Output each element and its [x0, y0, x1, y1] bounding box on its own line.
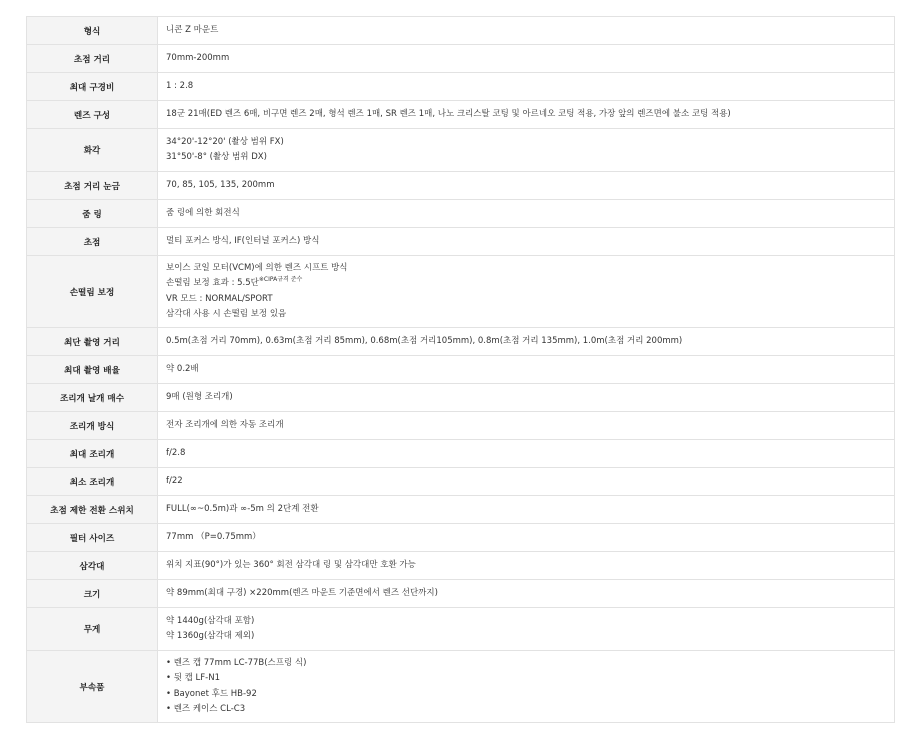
spec-label: 최단 촬영 거리: [27, 328, 158, 356]
spec-row: [27, 412, 895, 440]
spec-label: 삼각대: [27, 552, 158, 580]
spec-row: [27, 45, 895, 73]
spec-row: [27, 101, 895, 129]
spec-value-line: [166, 150, 894, 166]
spec-value-text: 70mm-200mm: [166, 52, 230, 63]
spec-value: [158, 608, 895, 651]
spec-value: [158, 412, 895, 440]
spec-row: [27, 384, 895, 412]
spec-label: 부속품: [27, 651, 158, 723]
spec-label: 초점: [27, 228, 158, 256]
spec-value: [158, 356, 895, 384]
spec-value-text: 줌 링에 의한 회전식: [166, 207, 240, 218]
spec-value-text: VR 모드 : NORMAL/SPORT: [166, 293, 273, 304]
spec-value-line: [166, 107, 894, 123]
spec-value-text: 약 1440g(삼각대 포함): [166, 615, 255, 626]
spec-value-line: [166, 656, 894, 672]
spec-value-text: 위치 지표(90°)가 있는 360° 회전 삼각대 링 및 삼각대만 호환 가능: [166, 559, 416, 570]
spec-label: 초점 거리 눈금: [27, 172, 158, 200]
spec-value-text: 34°20'-12°20' (촬상 범위 FX): [166, 136, 284, 147]
spec-value-text: 1 : 2.8: [166, 80, 194, 91]
spec-value-text: 삼각대 사용 시 손떨림 보정 있음: [166, 309, 287, 319]
spec-value: [158, 200, 895, 228]
spec-value-line: [166, 135, 894, 151]
spec-row: [27, 17, 895, 45]
spec-row: [27, 256, 895, 328]
spec-value-text: 전자 조리개에 의한 자동 조리개: [166, 419, 284, 430]
spec-value-line: [166, 79, 894, 95]
spec-value-line: [166, 292, 894, 308]
spec-value-text: 77mm （P=0.75mm）: [166, 531, 261, 542]
spec-value-text: 약 1360g(삼각대 제외): [166, 631, 255, 641]
spec-label: 초점 제한 전환 스위치: [27, 496, 158, 524]
spec-value-line: [166, 234, 894, 250]
spec-value-line: [166, 530, 894, 546]
spec-row: [27, 608, 895, 651]
spec-value-line: [166, 502, 894, 518]
spec-row: [27, 580, 895, 608]
spec-value-line: [166, 261, 894, 277]
spec-value-text: f/22: [166, 475, 183, 486]
spec-value: [158, 524, 895, 552]
spec-value-line: [166, 334, 894, 350]
spec-value: [158, 328, 895, 356]
spec-value: [158, 17, 895, 45]
lens-spec-table: [26, 16, 895, 723]
spec-value-text: 31°50'-8° (촬상 범위 DX): [166, 152, 267, 162]
spec-value: [158, 468, 895, 496]
spec-value: [158, 228, 895, 256]
spec-value-line: [166, 671, 894, 687]
spec-row: [27, 651, 895, 723]
spec-label: 조리개 날개 매수: [27, 384, 158, 412]
spec-row: [27, 228, 895, 256]
spec-row: [27, 496, 895, 524]
spec-value-text: 약 0.2배: [166, 363, 199, 374]
spec-value: [158, 45, 895, 73]
spec-value-line: [166, 418, 894, 434]
spec-value: [158, 651, 895, 723]
spec-value-line: [166, 614, 894, 630]
spec-label: 최대 조리개: [27, 440, 158, 468]
spec-value-text: 손떨림 보정 효과 : 5.5단: [166, 278, 259, 288]
spec-value-text: • Bayonet 후드 HB-92: [166, 688, 257, 699]
spec-label: 최대 촬영 배율: [27, 356, 158, 384]
spec-row: [27, 524, 895, 552]
spec-value: [158, 580, 895, 608]
spec-value-line: [166, 178, 894, 194]
spec-row: [27, 356, 895, 384]
spec-value-line: [166, 307, 894, 323]
spec-label: 줌 링: [27, 200, 158, 228]
spec-value-line: [166, 276, 894, 292]
spec-value-line: [166, 586, 894, 602]
spec-value: [158, 73, 895, 101]
spec-row: [27, 468, 895, 496]
spec-value: [158, 101, 895, 129]
spec-row: [27, 440, 895, 468]
spec-value-text: FULL(∞~0.5m)과 ∞-5m 의 2단계 전환: [166, 503, 319, 514]
spec-label: 크기: [27, 580, 158, 608]
spec-table-body: [27, 17, 895, 723]
spec-value-line: [166, 558, 894, 574]
spec-label: 화각: [27, 129, 158, 172]
spec-label: 형식: [27, 17, 158, 45]
spec-row: [27, 552, 895, 580]
spec-row: [27, 129, 895, 172]
spec-value-text: • 렌즈 케이스 CL-C3: [166, 704, 246, 714]
spec-value-line: [166, 446, 894, 462]
spec-label: 무게: [27, 608, 158, 651]
spec-value-text: 멀티 포커스 방식, IF(인터널 포커스) 방식: [166, 235, 320, 246]
spec-row: [27, 172, 895, 200]
spec-value-text: 18군 21매(ED 렌즈 6매, 비구면 렌즈 2매, 형석 렌즈 1매, SR 렌즈 1매, 나노 크리스탈 코팅 및 아르네오 코팅 적용, 가장 앞의 렌즈면에 불소 코팅 적용): [166, 108, 731, 119]
spec-value-line: [166, 474, 894, 490]
spec-value: [158, 440, 895, 468]
spec-value-text: 보이스 코일 모터(VCM)에 의한 렌즈 시프트 방식: [166, 262, 348, 273]
spec-row: [27, 200, 895, 228]
spec-row: [27, 328, 895, 356]
spec-value: [158, 496, 895, 524]
spec-value-line: [166, 390, 894, 406]
spec-value: [158, 172, 895, 200]
spec-label: 최대 구경비: [27, 73, 158, 101]
spec-value-text: 약 89mm(최대 구경) ×220mm(렌즈 마운트 기준면에서 렌즈 선단까지): [166, 587, 438, 598]
spec-value-text: 니콘 Z 마운트: [166, 24, 219, 35]
spec-value: [158, 552, 895, 580]
spec-label: 손떨림 보정: [27, 256, 158, 328]
spec-row: [27, 73, 895, 101]
spec-value-text: 9매 (원형 조리개): [166, 391, 233, 402]
spec-value-text: • 렌즈 캡 77mm LC-77B(스프링 식): [166, 657, 307, 668]
spec-value-line: [166, 687, 894, 703]
spec-value-text: 70, 85, 105, 135, 200mm: [166, 179, 275, 190]
spec-value-text: f/2.8: [166, 447, 186, 458]
spec-value-line: [166, 206, 894, 222]
spec-value-line: [166, 629, 894, 645]
spec-value-line: [166, 23, 894, 39]
spec-value-text: • 뒷 캡 LF-N1: [166, 673, 220, 683]
spec-value-line: [166, 362, 894, 378]
cipa-footnote: ※CIPA규격 준수: [258, 276, 303, 284]
spec-label: 렌즈 구성: [27, 101, 158, 129]
spec-value: [158, 256, 895, 328]
spec-value: [158, 129, 895, 172]
spec-value-line: [166, 51, 894, 67]
spec-label: 초점 거리: [27, 45, 158, 73]
spec-label: 최소 조리개: [27, 468, 158, 496]
spec-label: 조리개 방식: [27, 412, 158, 440]
spec-label: 필터 사이즈: [27, 524, 158, 552]
spec-value: [158, 384, 895, 412]
spec-value-text: 0.5m(초점 거리 70mm), 0.63m(초점 거리 85mm), 0.68m(초점 거리105mm), 0.8m(초점 거리 135mm), 1.0m(초점 거리 200mm): [166, 335, 683, 346]
spec-value-line: [166, 702, 894, 718]
